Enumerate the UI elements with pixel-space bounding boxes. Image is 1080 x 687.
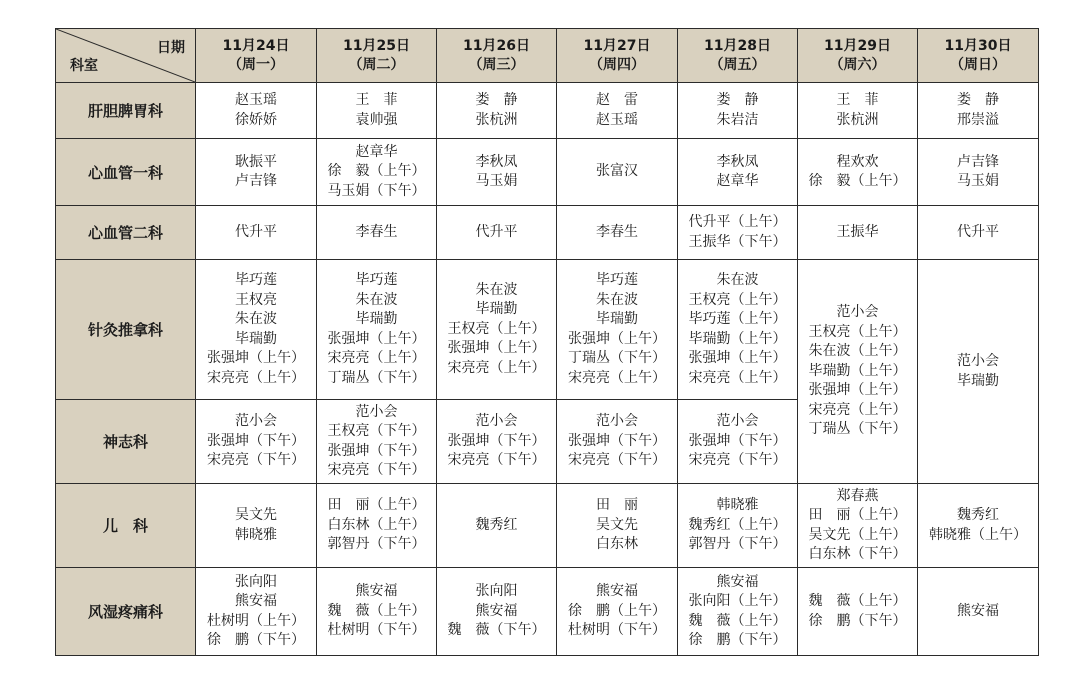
staff-name: 徐 鹏（下午） <box>207 632 305 648</box>
staff-name: 娄 静 <box>716 92 759 108</box>
staff-name: 张强坤（上午） <box>207 350 305 366</box>
staff-name: 宋亮亮（下午） <box>207 452 305 469</box>
department-row <box>56 260 1039 400</box>
staff-name: 张强坤（上午） <box>808 382 907 399</box>
staff-name: 宋亮亮（下午） <box>568 452 666 469</box>
schedule-cell <box>196 568 317 656</box>
weekday-label: （周二） <box>348 56 405 73</box>
staff-name: 范小会 <box>355 403 398 420</box>
staff-name: 丁瑞丛（下午） <box>327 369 426 386</box>
department-row <box>56 139 1039 206</box>
staff-name: 毕瑞勤 <box>475 301 518 318</box>
staff-name: 韩晓雅 <box>235 526 277 543</box>
department-name: 儿 科 <box>56 484 196 568</box>
staff-name: 娄 静 <box>475 92 518 108</box>
schedule-cell <box>317 206 437 260</box>
date-label: 11月30日 <box>944 37 1012 54</box>
staff-name: 田 丽（上午） <box>808 507 907 523</box>
staff-name: 范小会 <box>596 413 638 430</box>
staff-name: 毕巧莲（上午） <box>688 311 787 327</box>
staff-name: 范小会 <box>836 304 879 321</box>
staff-name: 朱在波（上午） <box>808 343 907 360</box>
table-body <box>56 29 1039 656</box>
schedule-cell <box>196 484 317 568</box>
schedule-cell <box>678 400 798 484</box>
schedule-cell <box>918 260 1039 484</box>
staff-name: 王权亮 <box>235 291 277 308</box>
staff-name: 熊安福 <box>957 602 999 619</box>
staff-name: 代升平 <box>957 223 999 240</box>
staff-name: 熊安福 <box>475 602 518 619</box>
staff-name: 马玉娟 <box>957 173 999 189</box>
department-name: 神志科 <box>56 400 196 484</box>
staff-name: 赵章华 <box>716 173 759 189</box>
schedule-cell <box>798 83 918 139</box>
staff-name: 马玉娟（下午） <box>327 182 426 199</box>
schedule-cell <box>437 260 557 400</box>
staff-name: 代升平（上午） <box>688 214 787 230</box>
schedule-cell <box>196 260 317 400</box>
corner-cell <box>56 29 196 83</box>
schedule-cell <box>798 568 918 656</box>
staff-name: 朱岩洁 <box>716 111 759 128</box>
staff-name: 朱在波 <box>716 272 759 288</box>
schedule-cell <box>557 83 678 139</box>
staff-name: 朱在波 <box>355 291 398 308</box>
staff-name: 熊安福 <box>355 583 398 600</box>
schedule-cell <box>196 206 317 260</box>
staff-name: 毕瑞勤 <box>355 311 398 327</box>
staff-name: 耿振平 <box>235 153 277 170</box>
staff-name: 袁帅强 <box>355 111 398 128</box>
date-label: 11月24日 <box>222 37 290 54</box>
staff-name: 郭智丹（下午） <box>688 536 787 553</box>
schedule-cell <box>678 260 798 400</box>
staff-name: 张强坤（下午） <box>327 442 426 459</box>
staff-name: 魏秀红 <box>957 507 999 523</box>
schedule-cell <box>918 568 1039 656</box>
staff-name: 毕瑞勤（上午） <box>808 362 907 379</box>
staff-name: 张杭洲 <box>836 111 879 128</box>
staff-name: 张向阳 <box>475 583 518 600</box>
schedule-cell <box>918 206 1039 260</box>
staff-name: 王振华 <box>836 223 879 240</box>
date-header <box>918 29 1039 83</box>
staff-name: 魏 薇（上午） <box>327 602 426 619</box>
staff-name: 熊安福 <box>235 593 277 609</box>
staff-name: 娄 静 <box>957 92 999 108</box>
staff-name: 赵章华 <box>355 143 398 160</box>
staff-name: 张强坤（上午） <box>327 330 426 347</box>
staff-name: 张强坤（上午） <box>447 340 546 357</box>
staff-name: 白东林 <box>596 536 638 553</box>
schedule-cell <box>678 83 798 139</box>
staff-name: 李秋凤 <box>475 153 518 170</box>
staff-name: 丁瑞丛（下午） <box>568 350 666 366</box>
department-row <box>56 206 1039 260</box>
staff-name: 朱在波 <box>596 291 638 308</box>
schedule-cell <box>798 206 918 260</box>
staff-name: 毕瑞勤（上午） <box>688 330 787 347</box>
staff-name: 吴文先 <box>596 516 638 533</box>
date-header <box>557 29 678 83</box>
schedule-cell <box>437 568 557 656</box>
department-name: 心血管二科 <box>56 206 196 260</box>
staff-name: 宋亮亮（下午） <box>447 452 546 469</box>
schedule-cell <box>798 260 918 484</box>
staff-name: 徐 毅（上午） <box>808 173 907 189</box>
staff-name: 田 丽（上午） <box>327 497 426 514</box>
staff-name: 魏秀红 <box>475 516 518 533</box>
department-name: 风湿疼痛科 <box>56 568 196 656</box>
staff-name: 熊安福 <box>596 583 638 600</box>
staff-name: 王权亮（上午） <box>688 291 787 308</box>
weekday-label: （周三） <box>468 56 525 73</box>
date-header <box>196 29 317 83</box>
schedule-cell <box>317 83 437 139</box>
department-row <box>56 484 1039 568</box>
staff-name: 卢吉锋 <box>957 153 999 170</box>
staff-name: 郭智丹（下午） <box>327 536 426 553</box>
department-row <box>56 568 1039 656</box>
schedule-cell <box>557 260 678 400</box>
staff-name: 李春生 <box>596 223 638 240</box>
staff-name: 张强坤（下午） <box>568 432 666 449</box>
schedule-cell <box>317 400 437 484</box>
staff-name: 朱在波 <box>235 311 277 327</box>
schedule-cell <box>196 139 317 206</box>
weekday-label: （周六） <box>829 56 886 73</box>
schedule-cell <box>678 139 798 206</box>
corner-dept-label: 科室 <box>70 58 98 74</box>
department-row <box>56 83 1039 139</box>
schedule-cell <box>196 400 317 484</box>
staff-name: 宋亮亮（下午） <box>327 462 426 478</box>
staff-name: 李春生 <box>355 223 398 240</box>
staff-name: 张富汉 <box>596 163 638 180</box>
staff-name: 赵玉瑶 <box>596 111 638 128</box>
staff-name: 魏 薇（下午） <box>447 622 546 639</box>
staff-name: 韩晓雅（上午） <box>929 526 1027 543</box>
staff-name: 范小会 <box>235 413 277 430</box>
staff-name: 白东林（下午） <box>808 546 907 562</box>
schedule-cell <box>918 484 1039 568</box>
schedule-cell <box>798 139 918 206</box>
staff-name: 宋亮亮（上午） <box>568 369 666 386</box>
staff-name: 毕巧莲 <box>355 272 398 288</box>
date-header <box>678 29 798 83</box>
staff-name: 程欢欢 <box>836 153 879 170</box>
staff-name: 毕瑞勤 <box>957 372 999 389</box>
schedule-cell <box>437 484 557 568</box>
staff-name: 宋亮亮（上午） <box>207 369 305 386</box>
schedule-cell <box>798 484 918 568</box>
department-name: 针灸推拿科 <box>56 260 196 400</box>
schedule-cell <box>437 139 557 206</box>
schedule-cell <box>317 484 437 568</box>
staff-name: 毕巧莲 <box>596 272 638 288</box>
staff-name: 张强坤（上午） <box>568 330 666 347</box>
schedule-cell <box>557 206 678 260</box>
staff-name: 魏秀红（上午） <box>688 516 787 533</box>
staff-name: 卢吉锋 <box>235 173 277 189</box>
staff-name: 郑春燕 <box>836 487 879 504</box>
schedule-cell <box>557 400 678 484</box>
staff-name: 张向阳 <box>235 573 277 590</box>
staff-name: 徐 毅（上午） <box>327 163 426 180</box>
staff-name: 徐娇娇 <box>235 111 277 128</box>
schedule-cell <box>678 484 798 568</box>
date-label: 11月25日 <box>343 37 410 54</box>
staff-name: 吴文先（上午） <box>808 526 907 543</box>
schedule-cell <box>437 206 557 260</box>
schedule-cell <box>557 139 678 206</box>
staff-name: 代升平 <box>475 223 518 240</box>
schedule-cell <box>678 568 798 656</box>
staff-name: 代升平 <box>235 223 277 240</box>
schedule-cell <box>557 568 678 656</box>
date-label: 11月27日 <box>583 37 651 54</box>
staff-name: 范小会 <box>716 413 759 430</box>
schedule-cell <box>918 139 1039 206</box>
staff-name: 张杭洲 <box>475 111 518 128</box>
weekday-label: （周四） <box>589 56 645 73</box>
staff-name: 宋亮亮（下午） <box>688 452 787 469</box>
staff-name: 张强坤（上午） <box>688 350 787 366</box>
staff-name: 熊安福 <box>716 573 759 590</box>
date-header <box>437 29 557 83</box>
schedule-cell <box>437 400 557 484</box>
weekday-label: （周日） <box>950 56 1006 73</box>
date-header <box>317 29 437 83</box>
staff-name: 毕巧莲 <box>235 272 277 288</box>
staff-name: 王权亮（下午） <box>327 423 426 439</box>
department-name: 心血管一科 <box>56 139 196 206</box>
staff-name: 张向阳（上午） <box>688 593 787 609</box>
staff-name: 宋亮亮（上午） <box>327 350 426 366</box>
staff-name: 朱在波 <box>475 281 518 298</box>
staff-name: 张强坤（下午） <box>207 432 305 449</box>
staff-name: 毕瑞勤 <box>235 330 277 347</box>
staff-name: 宋亮亮（上午） <box>808 401 907 418</box>
staff-name: 毕瑞勤 <box>596 311 638 327</box>
staff-name: 韩晓雅 <box>716 497 759 514</box>
schedule-cell <box>557 484 678 568</box>
date-label: 11月28日 <box>704 37 771 54</box>
staff-name: 王 菲 <box>836 92 879 108</box>
staff-name: 魏 薇（上午） <box>808 593 907 609</box>
staff-name: 徐 鹏（下午） <box>808 612 907 629</box>
staff-name: 徐 鹏（下午） <box>688 632 787 648</box>
staff-name: 吴文先 <box>235 507 277 523</box>
staff-name: 徐 鹏（上午） <box>568 602 666 619</box>
schedule-cell <box>317 139 437 206</box>
weekday-label: （周一） <box>228 56 284 73</box>
staff-name: 杜树明（上午） <box>207 612 305 629</box>
date-label: 11月29日 <box>824 37 891 54</box>
weekday-label: （周五） <box>709 56 766 73</box>
schedule-cell <box>678 206 798 260</box>
staff-name: 王权亮（上午） <box>447 320 546 337</box>
schedule-cell <box>918 83 1039 139</box>
staff-name: 杜树明（下午） <box>327 622 426 639</box>
staff-name: 田 丽 <box>596 497 638 514</box>
staff-name: 宋亮亮（上午） <box>688 369 787 386</box>
staff-name: 白东林（上午） <box>327 516 426 533</box>
staff-name: 李秋凤 <box>716 153 759 170</box>
staff-name: 范小会 <box>957 353 999 369</box>
department-name: 肝胆脾胃科 <box>56 83 196 139</box>
header-row <box>56 29 1039 83</box>
date-label: 11月26日 <box>463 37 530 54</box>
duty-schedule-table <box>55 28 1039 656</box>
staff-name: 丁瑞丛（下午） <box>808 421 907 438</box>
staff-name: 王振华（下午） <box>688 233 787 250</box>
date-header <box>798 29 918 83</box>
schedule-cell <box>437 83 557 139</box>
staff-name: 邢崇溢 <box>957 111 999 128</box>
staff-name: 魏 薇（上午） <box>688 612 787 629</box>
staff-name: 王权亮（上午） <box>808 323 907 340</box>
schedule-cell <box>196 83 317 139</box>
corner-date-label: 日期 <box>157 40 185 56</box>
staff-name: 宋亮亮（上午） <box>447 359 546 376</box>
staff-name: 赵玉瑶 <box>235 92 277 108</box>
staff-name: 范小会 <box>475 413 518 430</box>
schedule-cell <box>317 260 437 400</box>
staff-name: 赵 雷 <box>596 92 638 108</box>
staff-name: 张强坤（下午） <box>447 432 546 449</box>
schedule-cell <box>317 568 437 656</box>
staff-name: 王 菲 <box>355 92 398 108</box>
staff-name: 马玉娟 <box>475 173 518 189</box>
staff-name: 杜树明（下午） <box>568 622 666 639</box>
staff-name: 张强坤（下午） <box>688 432 787 449</box>
